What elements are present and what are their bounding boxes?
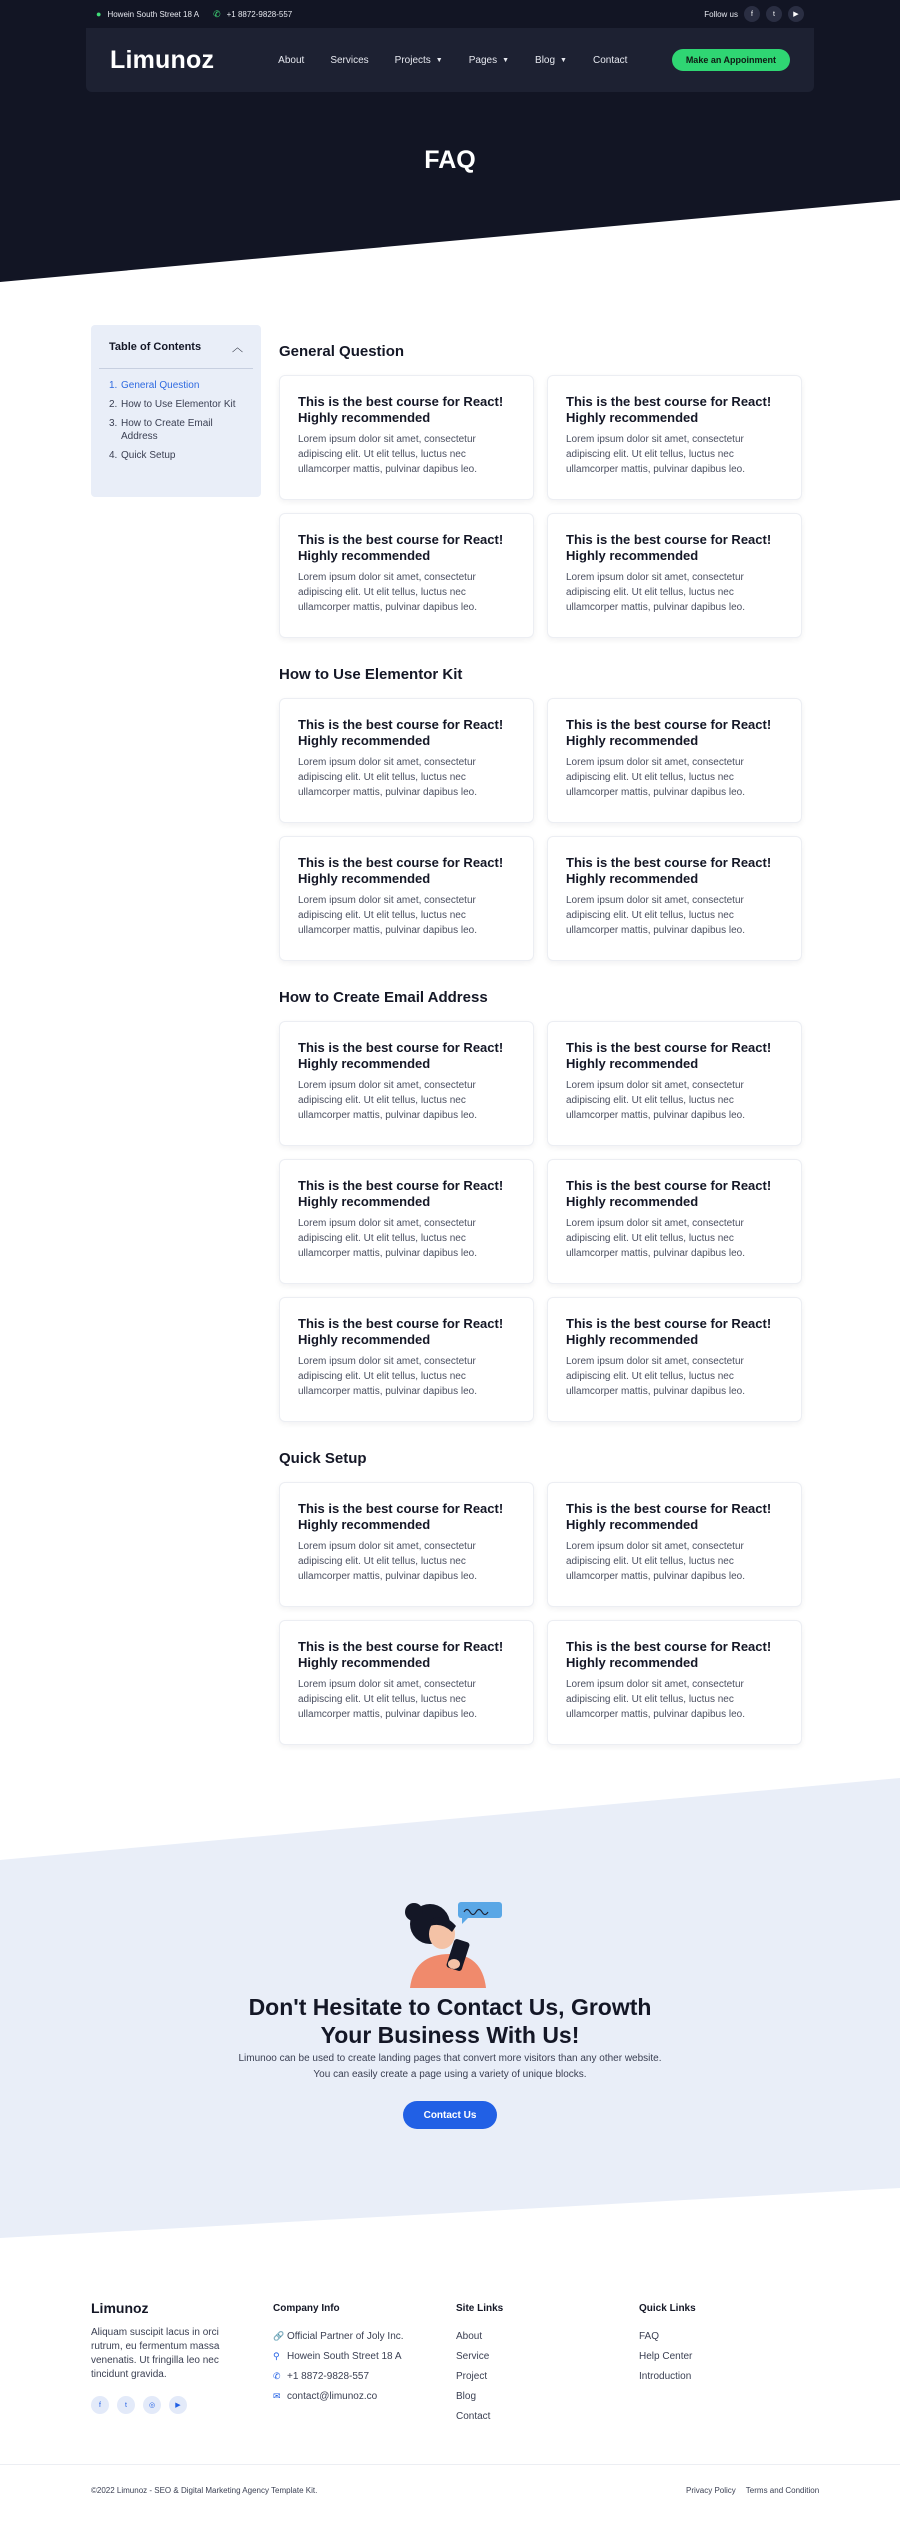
contact-cta-title-line1: Don't Hesitate to Contact Us, Growth bbox=[248, 1994, 652, 2020]
nav-item-services[interactable] bbox=[330, 55, 368, 66]
location-pin-icon: ● bbox=[96, 9, 102, 19]
footer-quick-links-list bbox=[639, 2326, 696, 2386]
toc-number: 4. bbox=[109, 450, 118, 461]
footer-company-text: +1 8872-9828-557 bbox=[287, 2370, 370, 2382]
chevron-down-icon: ▼ bbox=[502, 56, 510, 64]
faq-card-text: Lorem ipsum dolor sit amet, consectetur adipiscing elit. Ut elit tellus, luctus nec ullamcorper mattis, pulvinar dapibus leo. bbox=[298, 1080, 477, 1121]
footer-link-help-center[interactable]: Help Center bbox=[639, 2350, 693, 2362]
privacy-policy-link[interactable]: Privacy Policy bbox=[686, 2486, 736, 2495]
faq-card-title: This is the best course for React! Highly recommended bbox=[298, 1316, 504, 1347]
nav-item-about[interactable] bbox=[278, 55, 304, 66]
toc-item-quick-setup[interactable] bbox=[109, 449, 247, 462]
faq-card-title: This is the best course for React! Highly recommended bbox=[566, 1178, 772, 1209]
footer-link-project[interactable]: Project bbox=[456, 2370, 488, 2382]
footer-brand-column bbox=[91, 2300, 231, 2414]
legal-links bbox=[676, 2486, 819, 2495]
footer-link-introduction[interactable]: Introduction bbox=[639, 2370, 692, 2382]
terms-link[interactable]: Terms and Condition bbox=[745, 2486, 820, 2495]
faq-card-grid bbox=[279, 698, 804, 961]
toc-label: How to Create Email Address bbox=[121, 418, 213, 442]
topbar-address bbox=[96, 9, 199, 19]
faq-card-title: This is the best course for React! Highly recommended bbox=[566, 717, 772, 748]
faq-card-text: Lorem ipsum dolor sit amet, consectetur adipiscing elit. Ut elit tellus, luctus nec ullamcorper mattis, pulvinar dapibus leo. bbox=[298, 1541, 477, 1582]
nav-label: Blog bbox=[535, 54, 556, 66]
faq-card[interactable] bbox=[547, 1021, 802, 1146]
footer-company-phone[interactable] bbox=[273, 2366, 404, 2386]
toc-item-email-address[interactable] bbox=[109, 417, 247, 443]
contact-cta-title bbox=[0, 1993, 900, 2049]
top-bar bbox=[86, 0, 814, 28]
faq-card-text: Lorem ipsum dolor sit amet, consectetur adipiscing elit. Ut elit tellus, luctus nec ullamcorper mattis, pulvinar dapibus leo. bbox=[566, 1679, 745, 1720]
faq-card[interactable] bbox=[279, 375, 534, 500]
link-icon: 🔗 bbox=[273, 2330, 285, 2341]
faq-card-title: This is the best course for React! Highly recommended bbox=[298, 1178, 504, 1209]
faq-card[interactable] bbox=[279, 1021, 534, 1146]
toc-header[interactable] bbox=[99, 325, 253, 369]
toc-number: 2. bbox=[109, 399, 118, 410]
faq-card[interactable] bbox=[547, 1297, 802, 1422]
faq-card-text: Lorem ipsum dolor sit amet, consectetur adipiscing elit. Ut elit tellus, luctus nec ullamcorper mattis, pulvinar dapibus leo. bbox=[566, 434, 745, 475]
faq-card-text: Lorem ipsum dolor sit amet, consectetur adipiscing elit. Ut elit tellus, luctus nec ullamcorper mattis, pulvinar dapibus leo. bbox=[298, 1356, 477, 1397]
faq-card-text: Lorem ipsum dolor sit amet, consectetur adipiscing elit. Ut elit tellus, luctus nec ullamcorper mattis, pulvinar dapibus leo. bbox=[566, 1541, 745, 1582]
faq-card[interactable] bbox=[547, 513, 802, 638]
topbar-address-text: Howein South Street 18 A bbox=[107, 9, 200, 19]
faq-card-title: This is the best course for React! Highly recommended bbox=[566, 394, 772, 425]
phone-icon: ✆ bbox=[213, 8, 221, 19]
instagram-icon[interactable]: ◎ bbox=[143, 2396, 161, 2414]
footer-divider bbox=[0, 2464, 900, 2465]
toc-list bbox=[91, 369, 261, 462]
location-pin-icon: ⚲ bbox=[273, 2350, 280, 2361]
table-of-contents bbox=[91, 325, 261, 497]
facebook-icon[interactable]: f bbox=[91, 2396, 109, 2414]
contact-cta-text-line2: You can easily create a page using a variety of unique blocks. bbox=[313, 2069, 587, 2080]
faq-card-text: Lorem ipsum dolor sit amet, consectetur adipiscing elit. Ut elit tellus, luctus nec ullamcorper mattis, pulvinar dapibus leo. bbox=[298, 895, 477, 936]
chevron-down-icon: ▼ bbox=[560, 56, 567, 64]
faq-card-text: Lorem ipsum dolor sit amet, consectetur adipiscing elit. Ut elit tellus, luctus nec ullamcorper mattis, pulvinar dapibus leo. bbox=[298, 572, 477, 613]
footer-socials bbox=[91, 2396, 231, 2414]
faq-card-title: This is the best course for React! Highly recommended bbox=[566, 1040, 772, 1071]
footer-link-faq[interactable]: FAQ bbox=[639, 2330, 660, 2342]
faq-card[interactable] bbox=[547, 1620, 802, 1745]
topbar-phone-text: +1 8872-9828-557 bbox=[226, 9, 293, 19]
faq-card-title: This is the best course for React! Highly recommended bbox=[566, 855, 772, 886]
faq-card-title: This is the best course for React! Highly recommended bbox=[566, 1316, 772, 1347]
toc-item-elementor-kit[interactable] bbox=[109, 398, 247, 411]
footer-site-links-list bbox=[456, 2326, 503, 2426]
faq-content bbox=[279, 337, 804, 1767]
youtube-icon[interactable]: ▶ bbox=[788, 6, 804, 22]
phone-icon: ✆ bbox=[273, 2370, 281, 2381]
faq-card-text: Lorem ipsum dolor sit amet, consectetur adipiscing elit. Ut elit tellus, luctus nec ullamcorper mattis, pulvinar dapibus leo. bbox=[566, 895, 745, 936]
facebook-icon[interactable]: f bbox=[744, 6, 760, 22]
youtube-icon[interactable]: ▶ bbox=[169, 2396, 187, 2414]
faq-card-title: This is the best course for React! Highly recommended bbox=[566, 1639, 772, 1670]
faq-card-text: Lorem ipsum dolor sit amet, consectetur adipiscing elit. Ut elit tellus, luctus nec ullamcorper mattis, pulvinar dapibus leo. bbox=[298, 757, 477, 798]
faq-card[interactable] bbox=[547, 698, 802, 823]
faq-card-grid bbox=[279, 1482, 804, 1745]
copyright-text: ©2022 Limunoz - SEO & Digital Marketing Agency Template Kit. bbox=[91, 2486, 318, 2495]
follow-us-label: Follow us bbox=[704, 9, 738, 19]
footer-site-links-column bbox=[456, 2300, 503, 2426]
faq-card-title: This is the best course for React! Highly recommended bbox=[566, 532, 772, 563]
faq-card[interactable] bbox=[279, 836, 534, 961]
nav-item-pages[interactable] bbox=[469, 55, 509, 66]
twitter-icon[interactable]: t bbox=[766, 6, 782, 22]
contact-cta-title-line2: Your Business With Us! bbox=[320, 2022, 580, 2048]
faq-card-text: Lorem ipsum dolor sit amet, consectetur adipiscing elit. Ut elit tellus, luctus nec ullamcorper mattis, pulvinar dapibus leo. bbox=[298, 1679, 477, 1720]
nav-label: Contact bbox=[592, 54, 628, 66]
faq-card[interactable] bbox=[279, 1159, 534, 1284]
faq-card-text: Lorem ipsum dolor sit amet, consectetur adipiscing elit. Ut elit tellus, luctus nec ullamcorper mattis, pulvinar dapibus leo. bbox=[298, 434, 477, 475]
footer-logo[interactable]: Limunoz bbox=[91, 2300, 149, 2316]
toc-label: How to Use Elementor Kit bbox=[121, 399, 236, 410]
main-navbar bbox=[86, 28, 814, 92]
faq-card[interactable] bbox=[279, 513, 534, 638]
faq-card-title: This is the best course for React! Highly recommended bbox=[298, 1040, 504, 1071]
footer-company-email[interactable] bbox=[273, 2386, 404, 2406]
footer-company-heading: Company Info bbox=[273, 2303, 340, 2314]
footer-company-text: Howein South Street 18 A bbox=[287, 2350, 402, 2362]
mail-icon: ✉ bbox=[273, 2390, 281, 2401]
faq-card-title: This is the best course for React! Highly recommended bbox=[566, 1501, 772, 1532]
faq-card[interactable] bbox=[547, 836, 802, 961]
person-with-phone-illustration bbox=[392, 1900, 508, 1988]
faq-card-text: Lorem ipsum dolor sit amet, consectetur adipiscing elit. Ut elit tellus, luctus nec ullamcorper mattis, pulvinar dapibus leo. bbox=[566, 572, 745, 613]
footer-link-service[interactable]: Service bbox=[456, 2350, 490, 2362]
toc-item-general-question[interactable] bbox=[109, 379, 247, 392]
footer-company-text: Official Partner of Joly Inc. bbox=[287, 2330, 404, 2342]
contact-cta-text-line1: Limunoo can be used to create landing pages that convert more visitors than any other website. bbox=[238, 2053, 662, 2064]
faq-card[interactable] bbox=[279, 1482, 534, 1607]
faq-card[interactable] bbox=[279, 698, 534, 823]
toc-title: Table of Contents bbox=[109, 340, 202, 353]
faq-card-text: Lorem ipsum dolor sit amet, consectetur adipiscing elit. Ut elit tellus, luctus nec ullamcorper mattis, pulvinar dapibus leo. bbox=[298, 1218, 477, 1259]
contact-us-button[interactable]: Contact Us bbox=[403, 2101, 497, 2129]
nav-label: Services bbox=[330, 54, 369, 66]
faq-card-title: This is the best course for React! Highly recommended bbox=[298, 855, 504, 886]
faq-card[interactable] bbox=[279, 1620, 534, 1745]
footer-quick-links-column bbox=[639, 2300, 696, 2386]
nav-label: Pages bbox=[468, 54, 498, 66]
footer-company-column bbox=[273, 2300, 404, 2406]
toc-number: 1. bbox=[109, 380, 118, 391]
contact-cta-text bbox=[0, 2051, 900, 2083]
faq-card-text: Lorem ipsum dolor sit amet, consectetur adipiscing elit. Ut elit tellus, luctus nec ullamcorper mattis, pulvinar dapibus leo. bbox=[566, 1356, 745, 1397]
follow-us bbox=[704, 6, 804, 22]
nav-label: Projects bbox=[394, 54, 431, 66]
chevron-down-icon: ▼ bbox=[435, 56, 443, 64]
main-nav bbox=[278, 55, 653, 66]
faq-section-title: Quick Setup bbox=[279, 1450, 367, 1467]
faq-card-grid bbox=[279, 375, 804, 638]
faq-card-text: Lorem ipsum dolor sit amet, consectetur adipiscing elit. Ut elit tellus, luctus nec ullamcorper mattis, pulvinar dapibus leo. bbox=[566, 1080, 745, 1121]
make-appointment-button[interactable]: Make an Appoinment bbox=[672, 49, 790, 71]
faq-card-text: Lorem ipsum dolor sit amet, consectetur adipiscing elit. Ut elit tellus, luctus nec ullamcorper mattis, pulvinar dapibus leo. bbox=[566, 757, 745, 798]
footer-link-contact[interactable]: Contact bbox=[456, 2410, 491, 2422]
topbar-phone bbox=[213, 9, 292, 20]
faq-card[interactable] bbox=[279, 1297, 534, 1422]
faq-section-title: General Question bbox=[279, 343, 405, 360]
faq-card-title: This is the best course for React! Highly recommended bbox=[298, 394, 504, 425]
footer-description: Aliquam suscipit lacus in orci rutrum, eu fermentum massa venenatis. Ut fringilla leo nec tincidunt gravida. bbox=[91, 2327, 220, 2380]
toc-label: General Question bbox=[121, 380, 200, 391]
faq-card-title: This is the best course for React! Highly recommended bbox=[298, 1639, 504, 1670]
footer-quick-links-heading: Quick Links bbox=[639, 2303, 696, 2314]
faq-card-text: Lorem ipsum dolor sit amet, consectetur adipiscing elit. Ut elit tellus, luctus nec ullamcorper mattis, pulvinar dapibus leo. bbox=[566, 1218, 745, 1259]
nav-label: About bbox=[278, 54, 305, 66]
footer-company-address bbox=[273, 2346, 404, 2366]
footer-link-about[interactable]: About bbox=[456, 2330, 483, 2342]
chevron-up-icon[interactable]: ︿ bbox=[232, 341, 243, 354]
faq-section-title: How to Use Elementor Kit bbox=[279, 666, 463, 683]
nav-item-blog[interactable] bbox=[535, 55, 567, 66]
footer-site-links-heading: Site Links bbox=[456, 2303, 504, 2314]
faq-section-title: How to Create Email Address bbox=[279, 989, 488, 1006]
nav-item-projects[interactable] bbox=[395, 55, 443, 66]
faq-card-grid bbox=[279, 1021, 804, 1422]
twitter-icon[interactable]: t bbox=[117, 2396, 135, 2414]
toc-label: Quick Setup bbox=[121, 450, 176, 461]
nav-item-contact[interactable] bbox=[593, 55, 627, 66]
footer-company-list bbox=[273, 2326, 404, 2406]
faq-card-title: This is the best course for React! Highly recommended bbox=[298, 532, 504, 563]
faq-card[interactable] bbox=[547, 1159, 802, 1284]
footer-link-blog[interactable]: Blog bbox=[456, 2390, 477, 2402]
faq-card[interactable] bbox=[547, 1482, 802, 1607]
footer-company-text: contact@limunoz.co bbox=[287, 2390, 378, 2402]
faq-card-title: This is the best course for React! Highly recommended bbox=[298, 1501, 504, 1532]
page-title: FAQ bbox=[424, 146, 476, 174]
faq-card[interactable] bbox=[547, 375, 802, 500]
toc-number: 3. bbox=[109, 418, 118, 429]
footer-company-partner bbox=[273, 2326, 404, 2346]
site-logo[interactable]: Limunoz bbox=[110, 45, 215, 74]
faq-card-title: This is the best course for React! Highly recommended bbox=[298, 717, 504, 748]
